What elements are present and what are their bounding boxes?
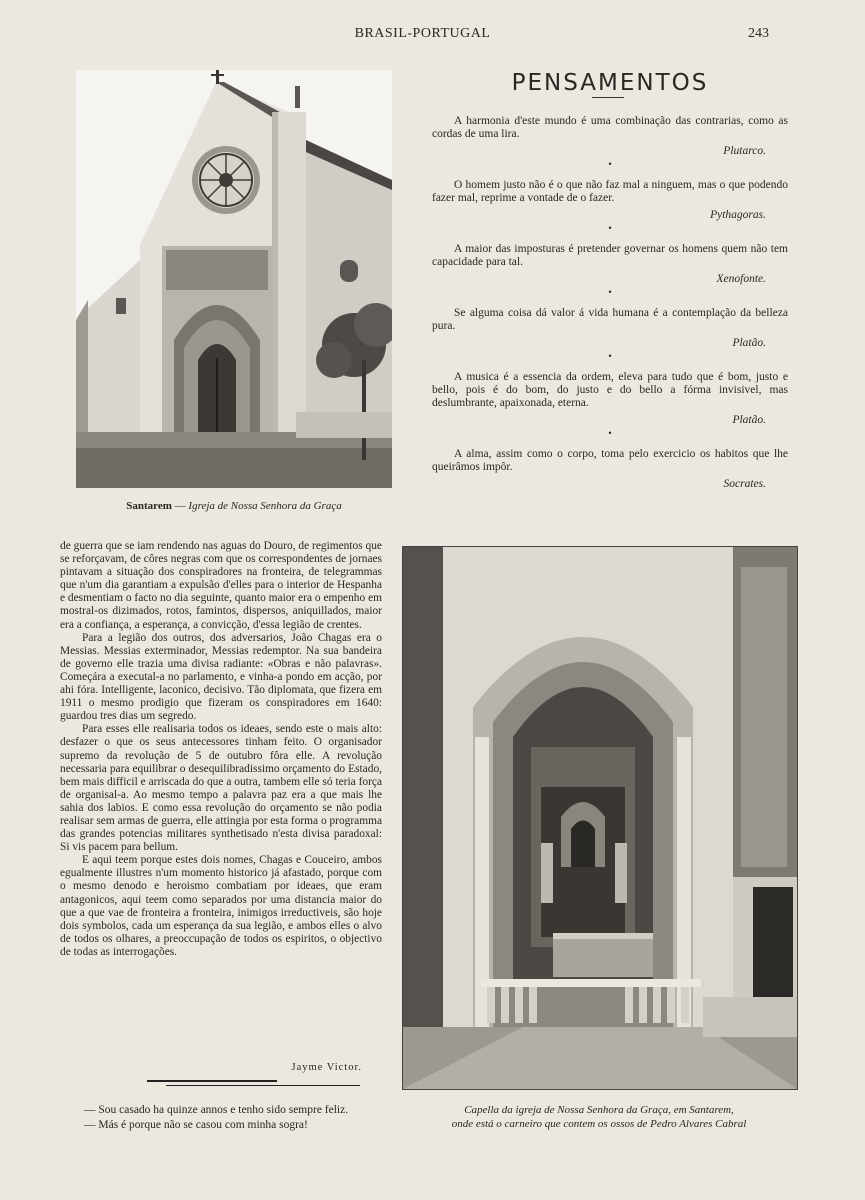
page-number: 243 <box>748 26 769 41</box>
chapel-interior-illustration <box>403 547 797 1089</box>
thought-text: O homem justo não é o que não faz mal a ninguem, mas o que podendo fazer mal, reprime a vontade de o fazer. <box>432 179 788 204</box>
thoughts-list <box>432 115 788 490</box>
thought-item <box>432 243 788 297</box>
thought-separator: • <box>607 429 613 438</box>
thought-separator: • <box>607 160 613 169</box>
thought-author: Plutarco. <box>723 145 766 157</box>
dialogue-joke <box>84 1103 394 1133</box>
end-rule-top <box>147 1080 277 1082</box>
thought-text: A harmonia d'este mundo é uma combinação das contrarias, como as cordas de uma lira. <box>432 115 788 140</box>
thought-item <box>432 179 788 233</box>
article-paragraph: de guerra que se iam rendendo nas aguas do Douro, de regimentos que se reforçavam, de côres negras com que os correspondentes de jornaes pintavam a situação dos conspiradores na fronteira, de telegrammas que n'um dia garantiam a expulsão d'elles para o interior de Hespanha e desmentiam o facto no dia seguinte, quanto maior era o empenho em mostral-os dizimados, rotos, famintos, dispersos, aniquillados, maior era a confiança, a esperança, a convicção, d'essa legião de crentes. <box>60 540 382 631</box>
thought-text: A maior das imposturas é pretender governar os homens quem não tem capacidade para tal. <box>432 243 788 268</box>
article-paragraph: E aqui teem porque estes dois nomes, Chagas e Couceiro, ambos egualmente illustres n'um momento historico já afastado, porque com o mesmo denodo e heroismo combatiam por ideaes, que eram antagonicos, aqui teem como separados por uma distancia maior do que a que vae de fronteira a fronteira, inimigos irreductiveis, são hoje dois symbolos, cada um esperança da sua legião, e ambos elles o alvo de todos os olhares, a preoccupação de todos os espiritos, o objectivo de todas as interrogações. <box>60 854 382 958</box>
thought-text: A musica é a essencia da ordem, eleva para tudo que é bom, justo e bello, pois é do bom, do justo e do bello a fórma invisivel, mas deslumbrante, apaixonada, eterna. <box>432 371 788 409</box>
thought-text: A alma, assim como o corpo, toma pelo exercicio os habitos que lhe queirâmos impôr. <box>432 448 788 473</box>
thought-author: Socrates. <box>723 478 766 490</box>
thought-separator: • <box>607 224 613 233</box>
chapel-caption-line: onde está o carneiro que contem os ossos de Pedro Alvares Cabral <box>451 1118 747 1130</box>
thought-separator: • <box>607 288 613 297</box>
section-title: PENSAMENTOS <box>511 70 709 97</box>
thought-author: Platão. <box>732 337 766 349</box>
caption-dash: — <box>171 500 189 512</box>
church-photo-caption <box>76 500 392 512</box>
thought-separator: • <box>607 352 613 361</box>
joke-line: — Más é porque não se casou com minha sogra! <box>84 1119 308 1131</box>
article-body <box>60 540 382 959</box>
running-title: BRASIL-PORTUGAL <box>354 26 491 41</box>
chapel-photo-caption <box>402 1103 796 1131</box>
thought-author: Pythagoras. <box>710 209 766 221</box>
caption-place: Santarem <box>126 500 172 512</box>
thought-text: Se alguma coisa dá valor á vida humana é a contemplação da belleza pura. <box>432 307 788 332</box>
church-facade-photo <box>76 70 392 488</box>
joke-line: — Sou casado ha quinze annos e tenho sido sempre feliz. <box>84 1104 349 1116</box>
thought-item <box>432 371 788 438</box>
article-paragraph: Para a legião dos outros, dos adversarios, João Chagas era o Messias. Messias exterminador, Messias redemptor. Na sua bandeira de governo elle trazia uma divisa radiante: «Obras e não palavras». Começára a executal-a no parlamento, e vinha-a pondo em acção, por ahi fóra. Intelligente, laconico, decisivo. Tão diplomata, que fizera em 1911 o mesmo prodigio que fizeram os conspiradores em 1640: guardou tres dias um segredo. <box>60 631 382 723</box>
thought-item <box>432 448 788 490</box>
article-paragraph: Para esses elle realisaria todos os ideaes, sendo este o mais alto: desfazer o que os seus antecessores tinham feito. O organisador supremo da revolução de 5 de outubro fôra elle. A revolução necessaria para equilibrar o desequilibradissimo orçamento do Estado, bem mais difficil e arriscada do que a outra, tambem elle só teria força de organisal-a. Ao mesmo tempo a palavra paz era a que mais lhe sahia dos labios. E como essa revolução do orçamento se não podia realisar sem armas de guerra, elle attingia por esta forma o programma das grandes potencias militares synthetisado n'esta divisa paradoxal: Si vis pacem para bellum. <box>60 723 382 854</box>
caption-title: Igreja de Nossa Senhora da Graça <box>188 500 342 512</box>
article-signature: Jayme Victor. <box>291 1062 362 1073</box>
thought-author: Xenofonte. <box>716 273 766 285</box>
end-rule-bottom <box>166 1085 360 1086</box>
church-facade-illustration <box>76 70 392 488</box>
chapel-interior-photo <box>402 546 798 1090</box>
title-rule <box>592 97 624 98</box>
thought-item <box>432 115 788 169</box>
thought-item <box>432 307 788 361</box>
thought-author: Platão. <box>732 414 766 426</box>
chapel-caption-line: Capella da igreja de Nossa Senhora da Graça, em Santarem, <box>464 1104 734 1116</box>
